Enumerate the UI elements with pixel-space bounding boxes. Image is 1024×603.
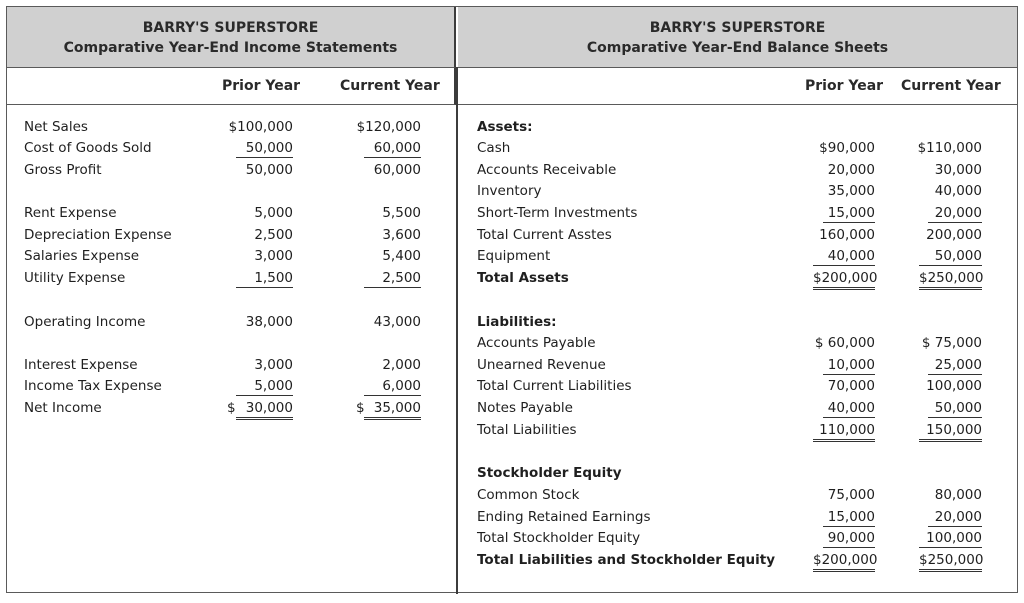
asset-row-label: Cash — [477, 140, 511, 156]
asset-row-label: Total Assets — [477, 270, 569, 286]
income-col-prior-year: Prior Year — [222, 78, 301, 94]
equity-heading: Stockholder Equity — [477, 465, 622, 481]
equity-row-label: Common Stock — [477, 487, 580, 503]
income-current-value: 2,000 — [382, 357, 421, 373]
income-prior-value: $100,000 — [228, 119, 293, 135]
asset-current-value: 20,000 — [928, 204, 982, 223]
equity-current-value: 20,000 — [928, 508, 982, 527]
liabilities-heading: Liabilities: — [477, 314, 557, 330]
income-row-label: Gross Profit — [24, 162, 102, 178]
income-current-value: 5,500 — [382, 205, 421, 221]
income-current-value: $120,000 — [356, 119, 421, 135]
income-row-label: Interest Expense — [24, 357, 138, 373]
liability-current-value: 150,000 — [919, 421, 982, 442]
asset-prior-value: 40,000 — [813, 247, 875, 266]
income-prior-dollar-sign: $ — [227, 400, 236, 416]
income-row-label: Income Tax Expense — [24, 378, 162, 394]
income-prior-value: 30,000 — [236, 399, 293, 420]
income-current-value: 6,000 — [364, 377, 421, 396]
equity-prior-value: 90,000 — [823, 529, 875, 548]
income-current-value: 60,000 — [364, 139, 421, 158]
liability-prior-value: 70,000 — [827, 378, 875, 394]
income-statement-header — [7, 7, 456, 67]
balance-sheet-header — [458, 7, 1017, 67]
income-current-value: 35,000 — [364, 399, 421, 420]
income-row-label: Operating Income — [24, 314, 146, 330]
income-prior-value: 50,000 — [236, 139, 293, 158]
equity-prior-value: 15,000 — [823, 508, 875, 527]
income-prior-value: 3,000 — [254, 248, 293, 264]
asset-prior-value: 35,000 — [827, 183, 875, 199]
equity-prior-value: $200,000 — [813, 551, 875, 572]
income-column-headers — [7, 67, 456, 105]
income-current-value: 60,000 — [373, 162, 421, 178]
income-current-value: 5,400 — [382, 248, 421, 264]
balance-column-headers — [458, 67, 1017, 105]
liability-current-value: 25,000 — [928, 356, 982, 375]
asset-row-label: Equipment — [477, 248, 551, 264]
income-prior-value: 50,000 — [245, 162, 293, 178]
asset-row-label: Short-Term Investments — [477, 205, 638, 221]
liability-row-label: Notes Payable — [477, 400, 573, 416]
income-prior-value: 3,000 — [254, 357, 293, 373]
income-current-value: 2,500 — [364, 269, 421, 288]
balance-col-current-year: Current Year — [901, 78, 1001, 94]
asset-current-value: 200,000 — [926, 227, 982, 243]
liability-prior-value: $ 60,000 — [814, 335, 875, 351]
equity-prior-value: 75,000 — [827, 487, 875, 503]
liability-row-label: Accounts Payable — [477, 335, 596, 351]
liability-current-value: $ 75,000 — [921, 335, 982, 351]
asset-current-value: $250,000 — [919, 269, 982, 290]
asset-prior-value: 15,000 — [823, 204, 875, 223]
asset-prior-value: 20,000 — [827, 162, 875, 178]
asset-current-value: $110,000 — [917, 140, 982, 156]
income-row-label: Depreciation Expense — [24, 227, 172, 243]
equity-row-label: Total Stockholder Equity — [477, 530, 641, 546]
liability-row-label: Total Current Liabilities — [477, 378, 632, 394]
income-row-label: Cost of Goods Sold — [24, 140, 152, 156]
liability-prior-value: 110,000 — [813, 421, 875, 442]
asset-current-value: 50,000 — [919, 247, 982, 266]
balance-sheet-title: Comparative Year-End Balance Sheets — [586, 40, 889, 56]
equity-current-value: 80,000 — [934, 487, 982, 503]
income-prior-value: 38,000 — [245, 314, 293, 330]
income-statement-title: Comparative Year-End Income Statements — [63, 40, 398, 56]
income-row-label: Salaries Expense — [24, 248, 140, 264]
income-current-value: 3,600 — [382, 227, 421, 243]
liability-current-value: 50,000 — [928, 399, 982, 418]
income-current-dollar-sign: $ — [356, 400, 365, 416]
assets-heading: Assets: — [477, 119, 533, 135]
equity-current-value: 100,000 — [919, 529, 982, 548]
liability-row-label: Total Liabilities — [477, 422, 577, 438]
income-prior-value: 1,500 — [236, 269, 293, 288]
liability-prior-value: 10,000 — [823, 356, 875, 375]
income-prior-value: 5,000 — [254, 205, 293, 221]
income-col-current-year: Current Year — [340, 78, 440, 94]
section-divider — [456, 67, 458, 594]
income-row-label: Net Income — [24, 400, 102, 416]
asset-row-label: Accounts Receivable — [477, 162, 617, 178]
income-row-label: Rent Expense — [24, 205, 117, 221]
liability-prior-value: 40,000 — [823, 399, 875, 418]
financial-statements-table — [6, 6, 1018, 593]
income-prior-value: 2,500 — [254, 227, 293, 243]
liability-row-label: Unearned Revenue — [477, 357, 606, 373]
asset-prior-value: 160,000 — [819, 227, 875, 243]
equity-row-label: Ending Retained Earnings — [477, 509, 651, 525]
asset-prior-value: $200,000 — [813, 269, 875, 290]
asset-row-label: Inventory — [477, 183, 542, 199]
liability-current-value: 100,000 — [926, 378, 982, 394]
income-row-label: Utility Expense — [24, 270, 126, 286]
income-current-value: 43,000 — [373, 314, 421, 330]
asset-current-value: 30,000 — [934, 162, 982, 178]
equity-row-label: Total Liabilities and Stockholder Equity — [477, 552, 776, 568]
income-company-name: BARRY'S SUPERSTORE — [142, 20, 319, 36]
income-prior-value: 5,000 — [236, 377, 293, 396]
equity-current-value: $250,000 — [919, 551, 982, 572]
balance-company-name: BARRY'S SUPERSTORE — [649, 20, 826, 36]
asset-row-label: Total Current Asstes — [477, 227, 612, 243]
asset-prior-value: $90,000 — [819, 140, 875, 156]
balance-col-prior-year: Prior Year — [805, 78, 884, 94]
asset-current-value: 40,000 — [934, 183, 982, 199]
income-row-label: Net Sales — [24, 119, 88, 135]
